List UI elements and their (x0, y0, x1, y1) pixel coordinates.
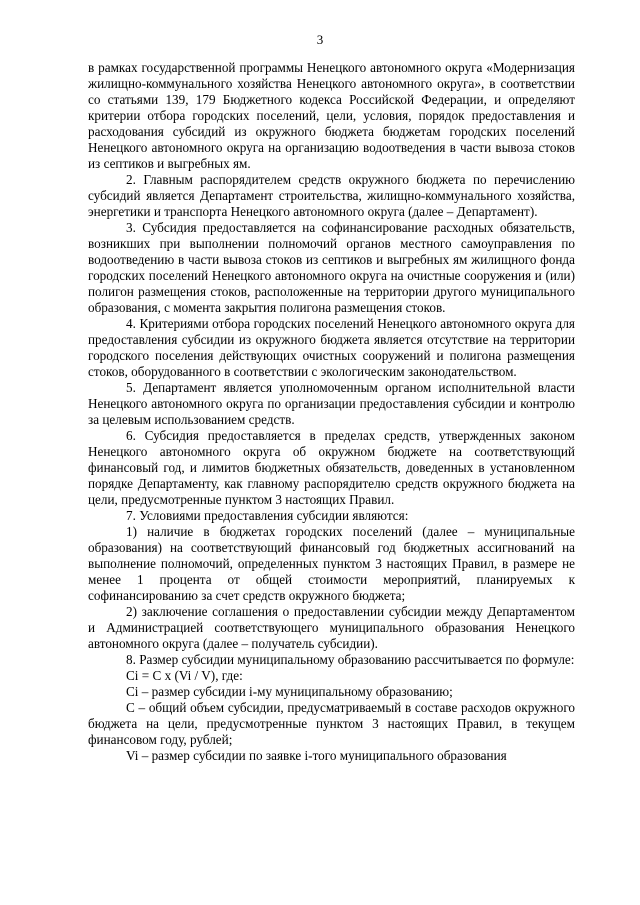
document-body (88, 60, 575, 764)
paragraph-4: 4. Критериями отбора городских поселений Ненецкого автономного округа для предоставления субсидии из окружного бюджета является отсутствие на территории городского поселения действующих очистных сооружений и полигона размещения стоков, оборудованного в соответствии с экологическим законодательством. (88, 316, 575, 379)
formula-def-vi: Vi – размер субсидии по заявке i-того муниципального образования (126, 748, 507, 763)
paragraph-3: 3. Субсидия предоставляется на софинансирование расходных обязательств, возникших при выполнении полномочий органов местного самоуправления по водоотведению в части вывоза стоков из септиков и выгребных ям жилищного фонда городских поселений Ненецкого автономного округа на очистные сооружения и (или) полигон размещения стоков, расположенные на территории другого муниципального образования, с момента закрытия полигона размещения стоков. (88, 220, 575, 315)
paragraph-7-2: 2) заключение соглашения о предоставлении субсидии между Департаментом и Администрацией соответствующего муниципального образования Ненецкого автономного округа (далее – получатель субсидии). (88, 604, 575, 651)
paragraph-5: 5. Департамент является уполномоченным органом исполнительной власти Ненецкого автономного округа по организации предоставления субсидии и контролю за целевым использованием средств. (88, 380, 575, 427)
formula-def-ci: Ci – размер субсидии i-му муниципальному образованию; (126, 684, 453, 699)
paragraph-7: 7. Условиями предоставления субсидии являются: (126, 508, 409, 523)
paragraph-2: 2. Главным распорядителем средств окружного бюджета по перечислению субсидий является Департамент строительства, жилищно-коммунального хозяйства, энергетики и транспорта Ненецкого автономного округа (далее – Департамент). (88, 172, 575, 219)
formula-def-c: C – общий объем субсидии, предусматриваемый в составе расходов окружного бюджета на цели, предусмотренные пунктом 3 настоящих Правил, в текущем финансовом году, рублей; (88, 700, 575, 747)
paragraph-intro: в рамках государственной программы Ненецкого автономного округа «Модернизация жилищно-коммунального хозяйства Ненецкого автономного округа», в соответствии со статьями 139, 179 Бюджетного кодекса Российской Федерации, и определяют критерии отбора городских поселений, цели, условия, порядок предоставления и расходования субсидий из окружного бюджета бюджетам городских поселений Ненецкого автономного округа на организацию водоотведения в части вывоза стоков из септиков и выгребных ям. (88, 60, 575, 171)
paragraph-7-1: 1) наличие в бюджетах городских поселений (далее – муниципальные образования) на соответствующий финансовый год бюджетных ассигнований на выполнение полномочий, определенных пунктом 3 настоящих Правил, в размере не менее 1 процента от общей стоимости мероприятий, планируемых к софинансированию за счет средств окружного бюджета; (88, 524, 575, 603)
formula-line: Ci = C x (Vi / V), где: (126, 668, 243, 683)
paragraph-6: 6. Субсидия предоставляется в пределах средств, утвержденных законом Ненецкого автономного округа об окружном бюджете на соответствующий финансовый год, и лимитов бюджетных обязательств, доведенных в установленном порядке Департаменту, как главному распорядителю средств окружного бюджета на цели, предусмотренные пунктом 3 настоящих Правил. (88, 428, 575, 507)
paragraph-8: 8. Размер субсидии муниципальному образованию рассчитывается по формуле: (126, 652, 575, 667)
page-number: 3 (316, 32, 324, 47)
